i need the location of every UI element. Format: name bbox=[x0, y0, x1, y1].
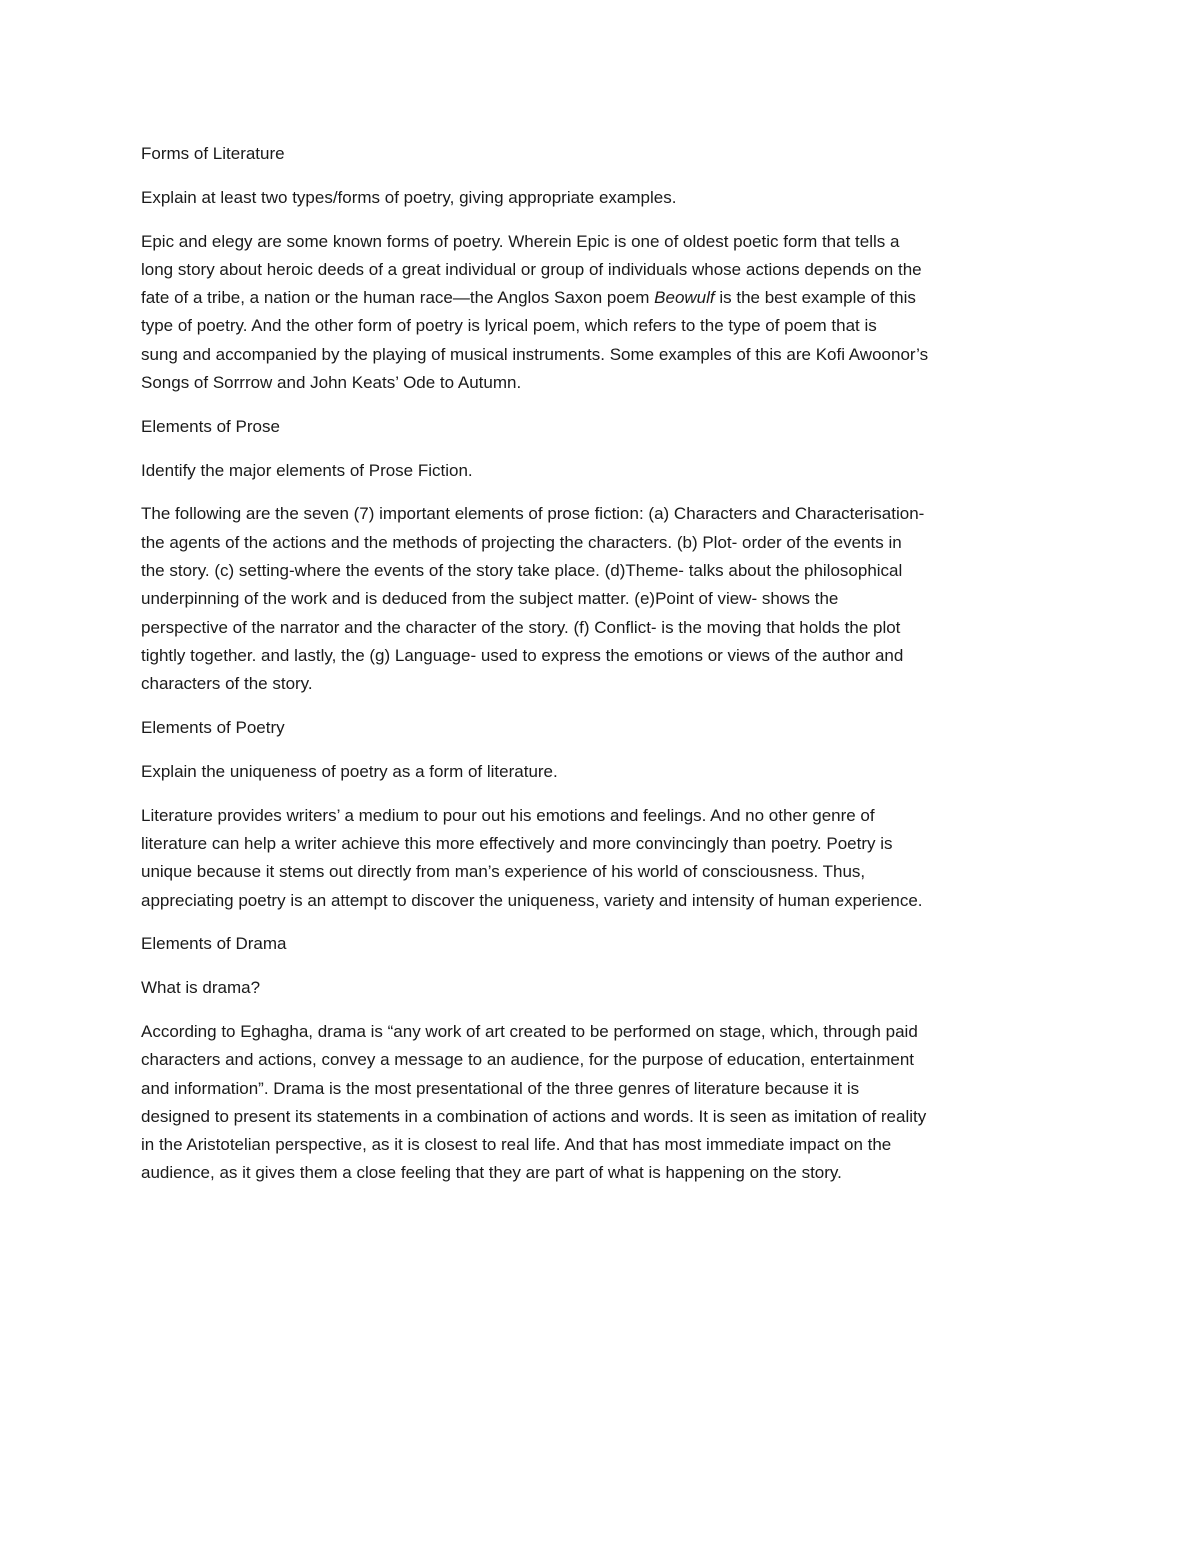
answer-line: and information”. Drama is the most presentational of the three genres of literature because it is bbox=[141, 1078, 860, 1098]
question-forms-of-poetry: Explain at least two types/forms of poetry, giving appropriate examples. bbox=[141, 187, 677, 207]
answer-line bbox=[141, 284, 1066, 312]
answer-line: underpinning of the work and is deduced from the subject matter. (e)Point of view- shows the bbox=[141, 589, 839, 609]
answer-line: Songs of Sorrrow and John Keats’ Ode to Autumn. bbox=[141, 373, 522, 393]
answer-line: tightly together. and lastly, the (g) Language- used to express the emotions or views of the author and bbox=[141, 645, 904, 665]
answer-uniqueness-of-poetry bbox=[141, 802, 1066, 915]
answer-line: perspective of the narrator and the character of the story. (f) Conflict- is the moving that holds the plot bbox=[141, 617, 901, 637]
answer-line: literature can help a writer achieve this more effectively and more convincingly than poetry. Poetry is bbox=[141, 833, 893, 853]
answer-line: unique because it stems out directly from man’s experience of his world of consciousness. Thus, bbox=[141, 862, 866, 882]
answer-line: characters of the story. bbox=[141, 674, 313, 694]
answer-line: designed to present its statements in a combination of actions and words. It is seen as imitation of reality bbox=[141, 1106, 927, 1126]
section-title-elements-of-drama: Elements of Drama bbox=[141, 934, 287, 954]
question-prose-fiction: Identify the major elements of Prose Fiction. bbox=[141, 460, 473, 480]
question-what-is-drama: What is drama? bbox=[141, 978, 261, 998]
answer-line: audience, as it gives them a close feeling that they are part of what is happening on the story. bbox=[141, 1163, 842, 1183]
answer-line: The following are the seven (7) important elements of prose fiction: (a) Characters and Characterisation- bbox=[141, 504, 925, 524]
italic-title-beowulf: Beowulf bbox=[654, 288, 715, 308]
answer-line: Epic and elegy are some known forms of poetry. Wherein Epic is one of oldest poetic form that tells a bbox=[141, 231, 900, 251]
section-title-elements-of-prose: Elements of Prose bbox=[141, 416, 280, 436]
answer-line: Literature provides writers’ a medium to pour out his emotions and feelings. And no other genre of bbox=[141, 805, 875, 825]
answer-line: long story about heroic deeds of a great individual or group of individuals whose actions depends on the bbox=[141, 259, 922, 279]
answer-line: appreciating poetry is an attempt to discover the uniqueness, variety and intensity of human experience. bbox=[141, 890, 923, 910]
answer-line-text: is the best example of this bbox=[714, 288, 916, 308]
answer-line: sung and accompanied by the playing of musical instruments. Some examples of this are Kofi Awoonor’s bbox=[141, 344, 929, 364]
answer-line: the agents of the actions and the methods of projecting the characters. (b) Plot- order of the events in bbox=[141, 532, 902, 552]
answer-forms-of-poetry bbox=[141, 228, 1066, 398]
answer-line: in the Aristotelian perspective, as it is closest to real life. And that has most immediate impact on the bbox=[141, 1135, 892, 1155]
answer-prose-fiction bbox=[141, 500, 1066, 698]
answer-line-text: fate of a tribe, a nation or the human race—the Anglos Saxon poem bbox=[141, 288, 655, 308]
answer-line: type of poetry. And the other form of poetry is lyrical poem, which refers to the type of poem that is bbox=[141, 316, 877, 336]
section-title-forms-of-literature: Forms of Literature bbox=[141, 144, 285, 163]
answer-line: According to Eghagha, drama is “any work of art created to be performed on stage, which, through paid bbox=[141, 1021, 918, 1041]
answer-line: the story. (c) setting-where the events of the story take place. (d)Theme- talks about the philosophical bbox=[141, 561, 903, 581]
section-title-elements-of-poetry: Elements of Poetry bbox=[141, 718, 285, 738]
question-uniqueness-of-poetry: Explain the uniqueness of poetry as a form of literature. bbox=[141, 761, 558, 781]
document-body bbox=[141, 140, 1066, 1203]
answer-what-is-drama bbox=[141, 1018, 1066, 1188]
answer-line: characters and actions, convey a message to an audience, for the purpose of education, entertainment bbox=[141, 1050, 915, 1070]
